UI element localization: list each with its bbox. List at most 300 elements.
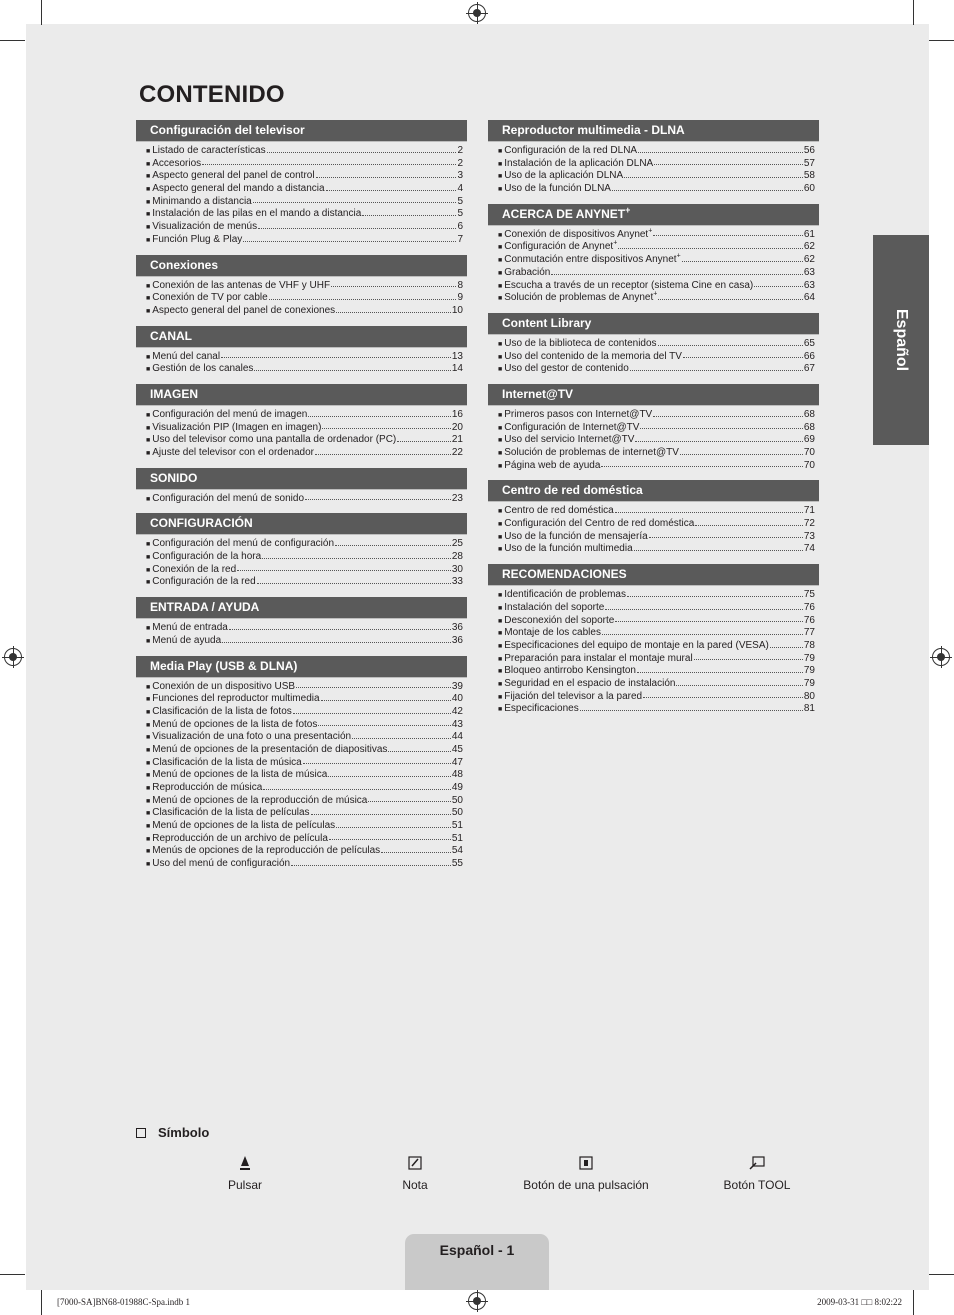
toc-entry-text: Conexión de TV por cable [152,292,268,304]
bullet-square-icon: ■ [498,450,503,457]
crop-mark [0,1274,25,1275]
dot-leader [635,440,802,442]
dot-leader [368,800,451,802]
dot-leader [654,163,803,165]
toc-entry-label [504,280,753,293]
section-title: RECOMENDACIONES [502,567,627,582]
toc-entry-page: 42 [451,705,463,717]
toc-entry-list [488,226,819,305]
toc-entry-label [152,158,201,171]
dot-leader [388,750,450,752]
toc-entry [498,703,815,716]
bullet-square-icon: ■ [146,848,151,856]
toc-entry-text: Fijación del televisor a la pared [504,690,643,702]
page-number: Español - 1 [439,1242,515,1258]
toc-entry-label [504,505,614,518]
bullet-square-icon: ■ [498,668,503,676]
bullet-square-icon: ■ [146,579,151,587]
bullet-square-icon: ■ [146,353,151,361]
bullet-square-icon: ■ [498,508,503,516]
crop-mark [41,0,42,25]
dot-leader [634,549,803,551]
toc-entry-label [152,434,396,447]
toc-entry-text: Especificaciones del equipo de montaje en la pared (VESA) [504,639,769,651]
toc-entry [498,229,815,242]
toc-entry-text: Configuración de Internet@TV [504,421,640,433]
bullet-square-icon: ■ [146,861,151,869]
section-header [488,120,819,142]
dot-leader [303,762,451,764]
print-slug-file: [7000-SA]BN68-01988C-Spa.indb 1 [57,1297,190,1307]
toc-section [136,468,467,506]
dot-leader [293,712,451,714]
toc-entry [146,422,463,435]
section-title: Centro de red doméstica [502,483,643,498]
toc-right-column [488,120,819,724]
toc-entry-label [152,757,302,770]
toc-entry-text: Uso del menú de configuración [152,858,291,870]
bullet-square-icon: ■ [146,198,151,206]
section-title: Reproductor multimedia - DLNA [502,123,685,137]
tool-button-icon [682,1152,832,1174]
dot-leader [653,234,803,236]
dot-leader [296,686,451,688]
bullet-square-icon: ■ [146,282,151,290]
toc-entry [146,170,463,183]
toc-entry-text: Montaje de los cables [504,627,601,639]
dot-leader [352,737,451,739]
toc-entry [146,292,463,305]
bullet-square-icon: ■ [146,307,151,315]
toc-entry-page: 79 [803,677,815,689]
dot-leader [229,628,451,630]
dot-leader [311,813,451,815]
toc-entry-label [504,158,653,171]
toc-entry-text: Clasificación de la lista de música [152,756,302,768]
toc-entry-label [504,434,634,447]
toc-entry-list [136,535,467,589]
bullet-square-icon: ■ [146,186,151,194]
toc-entry-label [504,640,769,653]
toc-entry-page: 63 [803,266,815,278]
toc-entry-page: 25 [451,538,463,550]
toc-entry [146,731,463,744]
toc-entry-page: 10 [451,304,463,316]
bullet-square-icon: ■ [498,148,503,155]
toc-entry-label [152,833,328,846]
toc-entry-text: Visualización PIP (Imagen en imagen) [152,421,322,433]
toc-entry-page: 55 [451,858,463,870]
toc-entry-page: 22 [451,447,463,458]
toc-entry-text: Funciones del reproductor multimedia [152,693,320,705]
toc-entry-page: 56 [803,145,815,156]
bullet-square-icon: ■ [146,810,151,818]
dot-leader [694,658,803,660]
bullet-square-icon: ■ [146,823,151,831]
dot-leader [222,641,451,643]
toc-entry [146,576,463,589]
toc-entry-text: Conexión de las antenas de VHF y UHF [152,279,331,291]
toc-entry-label [152,744,387,757]
toc-entry-page: 33 [451,576,463,588]
toc-entry-list [136,678,467,871]
toc-entry-label [152,782,262,795]
toc-section [488,564,819,716]
toc-entry-text: Menú de ayuda [152,634,222,646]
bullet-square-icon: ■ [146,541,151,549]
crop-mark [0,40,25,41]
toc-entry-text: Listado de características [152,145,266,156]
bullet-square-icon: ■ [146,566,151,574]
toc-entry-label [152,196,252,209]
bullet-square-icon: ■ [146,366,151,374]
section-header [136,597,467,619]
dot-leader [695,524,803,526]
toc-entry-text: Configuración de la red [152,576,256,588]
toc-entry-list [488,142,819,196]
toc-entry-label [504,691,642,704]
toc-entry-page: 61 [803,228,815,240]
toc-entry-label [152,170,314,183]
toc-entry-page: 58 [803,170,815,182]
toc-entry-page: 51 [451,820,463,832]
toc-entry [146,635,463,648]
toc-entry-text: Configuración de la hora [152,551,262,563]
toc-entry-label [152,305,335,318]
dot-leader [262,557,451,559]
toc-entry-label [504,447,679,460]
dot-leader [653,415,803,417]
dot-leader [221,356,451,358]
bullet-square-icon: ■ [498,186,503,194]
toc-entry-page: 51 [451,832,463,844]
toc-entry [146,183,463,196]
toc-entry-page: 79 [803,665,815,677]
bullet-square-icon: ■ [498,630,503,638]
toc-entry-text: Seguridad en el espacio de instalación [504,677,676,689]
dot-leader [683,356,803,358]
bullet-square-icon: ■ [498,462,503,470]
toc-entry-page: 5 [457,208,463,220]
page-title: CONTENIDO [139,81,285,108]
crop-mark [929,1274,954,1275]
toc-entry-text: Menú de opciones de la presentación de diapositivas [152,743,388,755]
toc-entry [146,757,463,770]
bullet-square-icon: ■ [498,642,503,650]
language-tab-label: Español [893,308,910,372]
toc-entry-text: Uso del servicio Internet@TV [504,434,635,446]
bullet-square-icon: ■ [146,437,151,445]
toc-entry-superscript: + [648,227,653,235]
toc-entry-page: 36 [451,634,463,646]
toc-entry-text: Especificaciones [504,703,579,715]
bullet-square-icon: ■ [498,437,503,445]
toc-entry-page: 78 [803,639,815,651]
dot-leader [318,724,451,726]
toc-entry-text: Escucha a través de un receptor (sistema Cine en casa) [504,279,754,291]
bullet-square-icon: ■ [146,759,151,767]
toc-entry-text: Centro de red doméstica [504,505,614,517]
toc-section [136,326,467,376]
toc-entry-text: Visualización de una foto o una presentación [152,731,352,743]
toc-entry-list [136,277,467,318]
toc-entry-label [504,409,652,422]
bullet-square-icon: ■ [498,706,503,714]
toc-entry-text: Uso de la función de mensajería [504,530,648,542]
toc-entry-label [152,292,267,305]
section-title: ACERCA DE ANYNET [502,206,626,221]
toc-entry-label [152,183,324,196]
dot-leader [643,696,803,698]
toc-entry-text: Uso de la aplicación DLNA [504,170,624,182]
dot-leader [329,838,451,840]
toc-section [488,384,819,472]
toc-entry-label [152,576,255,589]
toc-entry-label [504,518,694,531]
toc-entry [498,589,815,602]
toc-entry-label [504,254,680,267]
toc-entry-page: 72 [803,518,815,530]
toc-entry-page: 2 [457,145,463,156]
toc-entry-text: Configuración de Anynet [504,241,614,253]
toc-entry [498,170,815,183]
toc-entry-page: 45 [451,743,463,755]
dot-leader [335,544,451,546]
dot-leader [269,298,457,300]
toc-entry-text: Conexión de dispositivos Anynet [504,228,649,240]
toc-entry-page: 63 [803,279,815,291]
toc-entry [146,196,463,209]
toc-entry [498,653,815,666]
section-header [136,120,467,142]
dot-leader [649,536,803,538]
dot-leader [618,247,803,249]
toc-entry-label [504,183,611,196]
toc-entry [146,795,463,808]
dot-leader [257,582,451,584]
toc-entry [498,602,815,615]
toc-entry-text: Menú de opciones de la lista de música [152,769,328,781]
dot-leader [680,453,803,455]
checkbox-icon [136,1128,146,1138]
toc-entry-text: Conexión de la red [152,563,237,575]
dot-leader [336,826,451,828]
toc-entry-list [488,586,819,716]
toc-entry [498,691,815,704]
toc-section [488,120,819,196]
toc-entry-label [504,665,636,678]
toc-entry-label [504,543,632,556]
toc-entry-page: 80 [803,690,815,702]
dot-leader [658,298,803,300]
toc-entry [146,280,463,293]
dot-leader [397,440,451,442]
toc-entry-label [504,170,623,183]
toc-entry-label [152,807,309,820]
toc-entry-page: 69 [803,434,815,446]
toc-entry-text: Reproducción de un archivo de película [152,832,328,844]
toc-entry-text: Aspecto general del panel de conexiones [152,304,336,316]
toc-entry-label [504,678,675,691]
dot-leader [331,285,456,287]
toc-entry-label [152,693,319,706]
symbol-one-touch [511,1152,661,1192]
toc-entry-page: 9 [457,292,463,304]
dot-leader [321,699,451,701]
toc-entry-page: 6 [457,221,463,233]
toc-entry-page: 79 [803,652,815,664]
toc-entry-page: 28 [451,551,463,563]
toc-entry-text: Uso del contenido de la memoria del TV [504,350,682,362]
dot-leader [258,227,456,229]
toc-entry [498,460,815,473]
toc-entry-page: 43 [451,718,463,730]
dot-leader [362,214,456,216]
toc-entry-label [152,820,335,833]
bullet-square-icon: ■ [498,592,503,600]
registration-mark-icon [468,4,486,22]
toc-entry-text: Menú de opciones de la reproducción de música [152,794,368,806]
registration-mark-icon [468,1292,486,1310]
toc-entry [146,234,463,247]
bullet-square-icon: ■ [146,708,151,716]
toc-entry [146,693,463,706]
toc-entry-list [136,619,467,647]
toc-entry-label [504,531,647,544]
bullet-square-icon: ■ [146,721,151,729]
bullet-square-icon: ■ [498,160,503,168]
toc-entry [146,158,463,171]
toc-entry-text: Página web de ayuda [504,459,601,471]
toc-entry-label [152,234,242,247]
toc-entry-label [152,145,265,158]
bullet-square-icon: ■ [146,696,151,704]
section-header [136,513,467,535]
toc-entry-text: Aspecto general del panel de control [152,170,315,182]
section-header [136,326,467,348]
toc-entry [146,744,463,757]
toc-entry-label [504,363,629,376]
toc-entry [146,564,463,577]
section-title: Content Library [502,315,592,330]
toc-entry [146,622,463,635]
toc-entry-superscript: + [653,290,658,298]
registration-mark-icon [932,648,950,666]
toc-entry-label [504,602,604,615]
toc-entry-text: Uso del televisor como una pantalla de ordenador (PC) [152,434,397,446]
bullet-square-icon: ■ [146,554,151,562]
toc-entry-text: Uso de la biblioteca de contenidos [504,337,657,349]
page-number-tab [405,1234,549,1290]
bullet-square-icon: ■ [498,604,503,612]
toc-entry-text: Uso de la función DLNA [504,183,611,195]
toc-entry-page: 8 [457,279,463,291]
toc-entry-text: Desconexión del soporte [504,614,615,626]
toc-entry-text: Clasificación de la lista de fotos [152,705,292,717]
toc-entry-text: Primeros pasos con Internet@TV [504,408,653,420]
toc-entry-label [152,769,327,782]
toc-entry-page: 66 [803,350,815,362]
section-title-superscript: + [625,204,631,215]
section-title: SONIDO [150,470,198,485]
bullet-square-icon: ■ [498,424,503,432]
toc-entry-label [504,338,656,351]
toc-entry-page: 48 [451,769,463,781]
toc-section [136,597,467,647]
print-slug-date: 2009-03-31 □□ 8:02:22 [817,1297,902,1307]
toc-entry-text: Gestión de los canales [152,363,254,375]
toc-section [136,656,467,871]
bullet-square-icon: ■ [146,224,151,232]
dot-leader [658,344,803,346]
toc-entry-page: 70 [803,459,815,471]
toc-entry-text: Instalación de las pilas en el mando a distancia [152,208,362,220]
toc-entry-label [504,703,578,716]
toc-entry-text: Configuración del menú de sonido [152,492,305,504]
toc-entry [146,305,463,318]
section-header [136,656,467,678]
dot-leader [754,285,803,287]
toc-entry-label [152,221,257,234]
toc-entry-page: 68 [803,408,815,420]
dot-leader [630,369,803,371]
toc-entry-list [488,335,819,376]
toc-entry [146,706,463,719]
toc-entry [146,769,463,782]
dot-leader [326,189,457,191]
dot-leader [682,260,803,262]
section-header [488,384,819,406]
toc-entry [146,221,463,234]
bullet-square-icon: ■ [146,160,151,168]
dot-leader [770,646,803,648]
toc-entry-text: Clasificación de la lista de películas [152,807,310,819]
toc-entry-page: 39 [451,680,463,692]
toc-entry [146,493,463,506]
bullet-square-icon: ■ [498,353,503,361]
toc-entry-superscript: + [676,252,681,260]
toc-section [136,384,467,460]
toc-entry-list [488,502,819,556]
toc-entry [498,351,815,364]
toc-entry-list [136,348,467,376]
bullet-square-icon: ■ [498,680,503,688]
dot-leader [580,709,803,711]
section-title: Configuración del televisor [150,123,305,137]
toc-entry-label [504,627,601,640]
toc-entry-label [152,351,220,364]
toc-entry [498,615,815,628]
toc-entry-label [152,635,221,648]
section-header [488,564,819,586]
toc-entry-list [136,406,467,460]
bullet-square-icon: ■ [498,257,503,265]
section-header [488,313,819,335]
bullet-square-icon: ■ [146,734,151,742]
bullet-square-icon: ■ [146,772,151,780]
section-header [488,480,819,502]
toc-entry-label [152,731,351,744]
symbol-note [340,1152,490,1192]
section-header [136,468,467,490]
toc-entry [498,505,815,518]
toc-entry-label [504,241,617,254]
toc-entry-page: 2 [457,157,463,169]
dot-leader [291,864,451,866]
toc-entry-page: 14 [451,363,463,375]
toc-entry-label [152,564,236,577]
bullet-square-icon: ■ [146,295,151,303]
